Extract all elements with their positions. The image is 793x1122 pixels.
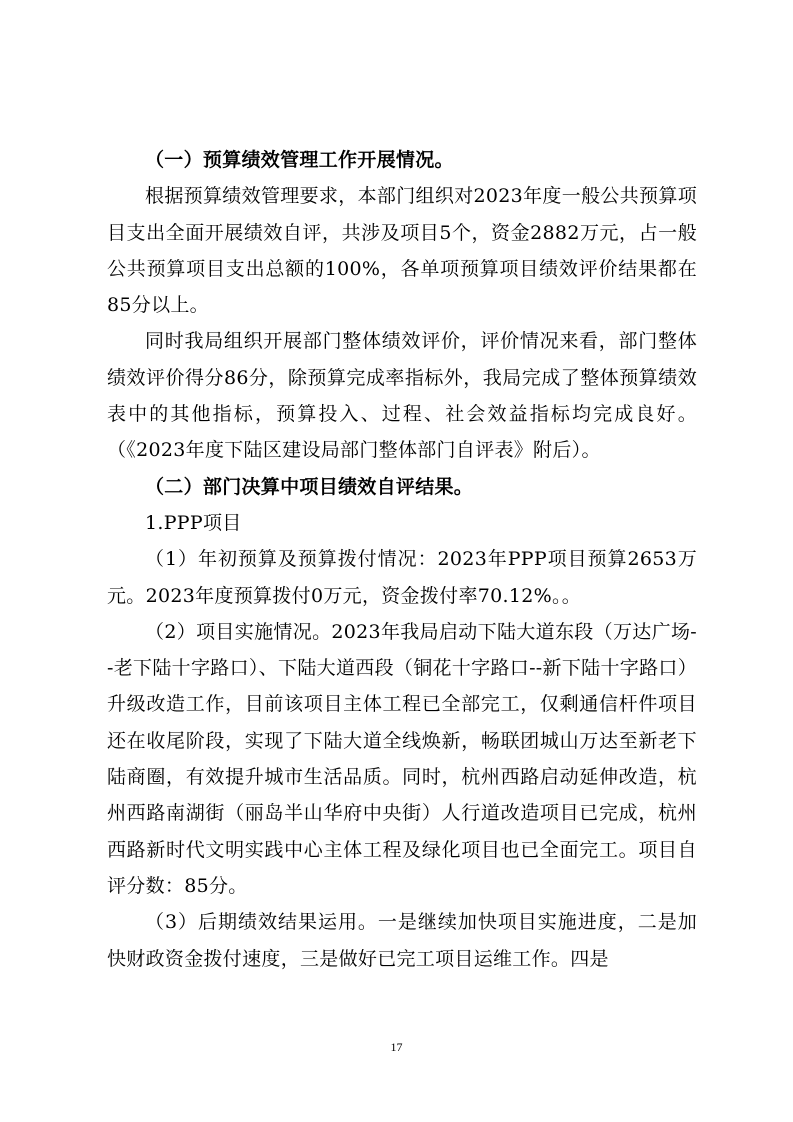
document-body bbox=[107, 142, 697, 977]
page-number: 17 bbox=[390, 1040, 403, 1054]
paragraph-budget-allocation: （1）年初预算及预算拨付情况：2023年PPP项目预算2653万元。2023年度预算拨付0万元，资金拨付率70.12%。。 bbox=[107, 548, 697, 607]
section-heading-project-results: （二）部门决算中项目绩效自评结果。 bbox=[145, 475, 474, 498]
paragraph-overall-evaluation: 同时我局组织开展部门整体绩效评价，评价情况来看，部门整体绩效评价得分86分，除预算完成率指标外，我局完成了整体预算绩效表中的其他指标，预算投入、过程、社会效益指标均完成良好。（《2023年度下陆区建设局部门整体部门自评表》附后）。 bbox=[107, 330, 697, 462]
paragraph-implementation: （2）项目实施情况。2023年我局启动下陆大道东段（万达广场--老下陆十字路口）、下陆大道西段（铜花十字路口--新下陆十字路口）升级改造工作，目前该项目主体工程已全部完工，仅剩通信杆件项目还在收尾阶段，实现了下陆大道全线焕新，畅联团城山万达至新老下陆商圈，有效提升城市生活品质。同时，杭州西路启动延伸改造，杭州西路南湖街（丽岛半山华府中央街）人行道改造项目已完成，杭州西路新时代文明实践中心主体工程及绿化项目也已全面完工。项目自评分数：85分。 bbox=[107, 620, 697, 897]
paragraph-ppp-title: 1.PPP项目 bbox=[145, 511, 242, 534]
section-heading-budget-performance: （一）预算绩效管理工作开展情况。 bbox=[145, 149, 454, 171]
paragraph-self-evaluation: 根据预算绩效管理要求，本部门组织对2023年度一般公共预算项目支出全面开展绩效自评，共涉及项目5个，资金2882万元，占一般公共预算项目支出总额的100%，各单项预算项目绩效评价结果都在85分以上。 bbox=[107, 185, 697, 317]
paragraph-results-application: （3）后期绩效结果运用。一是继续加快项目实施进度，二是加快财政资金拨付速度，三是做好已完工项目运维工作。四是 bbox=[107, 911, 697, 970]
